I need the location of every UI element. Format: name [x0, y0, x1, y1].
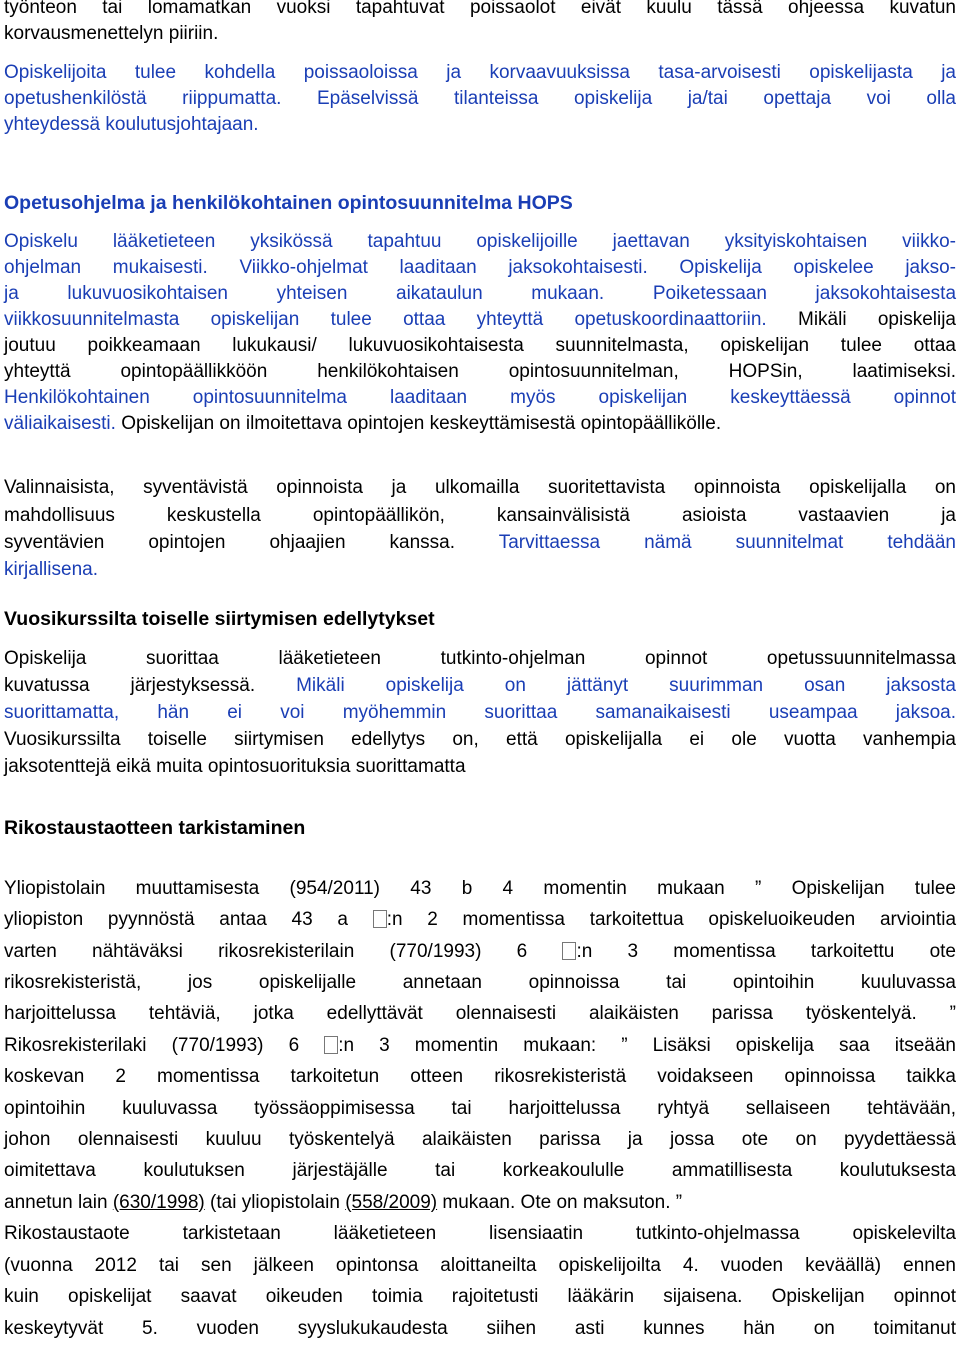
- rikos-line-12: Rikostaustaote tarkistetaan lääketieteen lisensiaatin tutkinto-ohjelmassa opiskelevilta: [4, 1223, 956, 1244]
- hops-line-3: ja lukuvuosikohtaisen yhteisen aikataulun mukaan. Poiketessaan jaksokohtaisesta: [4, 283, 957, 304]
- hops-line-4: viikkosuunnitelmasta opiskelijan tulee ottaa yhteyttä opetuskoordinaattoriin. Mikäli opiskelija: [4, 309, 956, 330]
- law-link-630-1998[interactable]: (630/1998): [112, 1192, 205, 1213]
- hops-line-6: yhteyttä opintopäällikköön henkilökohtaisen opintosuunnitelman, HOPSin, laatimiseksi.: [4, 361, 956, 382]
- hops-line-5: joutuu poikkeamaan lukukausi/ lukuvuosikohtaisesta suunnitelmasta, opiskelijan tulee ottaa: [4, 335, 956, 356]
- intro-line-5: yhteydessä koulutusjohtajaan.: [4, 114, 259, 135]
- rikos-line-15: keskeytyvät 5. vuoden syyslukukaudesta siihen asti kunnes hän on toimitanut: [4, 1318, 956, 1339]
- heading-rikostausta: Rikostaustaotteen tarkistaminen: [4, 817, 306, 839]
- rikos-line-5: harjoittelussa tehtäviä, jotka edellyttävät olennaisesti alaikäisten parissa työskentelyä. ”: [4, 1003, 956, 1024]
- hops-line-7: Henkilökohtainen opintosuunnitelma laaditaan myös opiskelijan keskeyttäessä opinnot: [4, 387, 956, 408]
- section-symbol-icon: [373, 910, 387, 928]
- section-symbol-icon: [562, 942, 576, 960]
- rikos-line-11: annetun lain (630/1998) (tai yliopistolain (558/2009) mukaan. Ote on maksuton. ”: [4, 1192, 683, 1213]
- section-symbol-icon: [324, 1036, 338, 1054]
- rikos-line-10: oimitettava koulutuksen järjestäjälle tai korkeakoululle ammatillisesta koulutuksesta: [4, 1160, 956, 1181]
- rikos-line-7: koskevan 2 momentissa tarkoitetun otteen rikosrekisteristä voidakseen opinnoissa taikka: [4, 1066, 956, 1087]
- valinnaiset-line-2: mahdollisuus keskustella opintopäällikön, kansainvälisistä asioista vastaavien ja: [4, 505, 956, 526]
- rikos-line-3: varten nähtäväksi rikosrekisterilain (770/1993) 6 :n 3 momentissa tarkoitettu ote: [4, 941, 957, 962]
- intro-line-2: korvausmenettelyn piiriin.: [4, 23, 219, 44]
- rikos-line-2: yliopiston pyynnöstä antaa 43 a :n 2 momentissa tarkoitettua opiskeluoikeuden arviointia: [4, 909, 957, 930]
- vuosikurssi-line-2: kuvatussa järjestyksessä. Mikäli opiskelija on jättänyt suurimman osan jaksosta: [4, 675, 956, 696]
- vuosikurssi-line-3: suorittamatta, hän ei voi myöhemmin suorittaa samanaikaisesti useampaa jaksoa.: [4, 702, 956, 723]
- intro-line-3: Opiskelijoita tulee kohdella poissaoloissa ja korvaavuuksissa tasa-arvoisesti opiskelijasta ja: [4, 62, 956, 83]
- heading-vuosikurssi: Vuosikurssilta toiselle siirtymisen edellytykset: [4, 608, 435, 630]
- rikos-line-8: opintoihin kuuluvassa työssäoppimisessa tai harjoittelussa ryhtyä sellaiseen tehtävään,: [4, 1098, 956, 1119]
- rikos-line-4: rikosrekisteristä, jos opiskelijalle annetaan opinnoissa tai opintoihin kuuluvassa: [4, 972, 956, 993]
- vuosikurssi-line-4: Vuosikurssilta toiselle siirtymisen edellytys on, että opiskelijalla ei ole vuotta vanhempia: [4, 729, 956, 750]
- hops-line-8: väliaikaisesti. Opiskelijan on ilmoitettava opintojen keskeyttämisestä opintopäällikölle.: [4, 413, 722, 434]
- vuosikurssi-line-1: Opiskelija suorittaa lääketieteen tutkinto-ohjelman opinnot opetussuunnitelmassa: [4, 648, 956, 669]
- rikos-line-14: kuin opiskelijat saavat oikeuden toimia rajoitetusti lääkärin sijaisena. Opiskelijan opinnot: [4, 1286, 957, 1307]
- rikos-line-13: (vuonna 2012 tai sen jälkeen opintonsa aloittaneilta opiskelijoilta 4. vuoden keväällä) ennen: [4, 1255, 956, 1276]
- law-link-558-2009[interactable]: (558/2009): [345, 1192, 438, 1213]
- valinnaiset-line-3: syventävien opintojen ohjaajien kanssa. Tarvittaessa nämä suunnitelmat tehdään: [4, 532, 957, 553]
- vuosikurssi-line-5: jaksotenttejä eikä muita opintosuorituksia suorittamatta: [4, 756, 466, 777]
- rikos-line-9: johon olennaisesti kuuluu työskentelyä alaikäisten parissa ja jossa ote on pyydettäessä: [4, 1129, 956, 1150]
- heading-hops: Opetusohjelma ja henkilökohtainen opintosuunnitelma HOPS: [4, 192, 573, 214]
- rikos-line-6: Rikosrekisterilaki (770/1993) 6 :n 3 momentin mukaan: ” Lisäksi opiskelija saa itseään: [4, 1035, 956, 1056]
- hops-line-2: ohjelman mukaisesti. Viikko-ohjelmat laaditaan jaksokohtaisesti. Opiskelija opiskelee jakso-: [4, 257, 956, 278]
- rikos-line-1: Yliopistolain muuttamisesta (954/2011) 43 b 4 momentin mukaan ” Opiskelijan tulee: [4, 878, 956, 899]
- hops-line-1: Opiskelu lääketieteen yksikössä tapahtuu opiskelijoille jaettavan yksityiskohtaisen viikko-: [4, 231, 956, 252]
- intro-line-4: opetushenkilöstä riippumatta. Epäselvissä tilanteissa opiskelija ja/tai opettaja voi olla: [4, 88, 956, 109]
- valinnaiset-line-4: kirjallisena.: [4, 559, 98, 580]
- intro-line-1: työnteon tai lomamatkan vuoksi tapahtuvat poissaolot eivät kuulu tässä ohjeessa kuvatun: [4, 0, 956, 18]
- valinnaiset-line-1: Valinnaisista, syventävistä opinnoista ja ulkomailla suoritettavista opinnoista opiskelijalla on: [4, 477, 956, 498]
